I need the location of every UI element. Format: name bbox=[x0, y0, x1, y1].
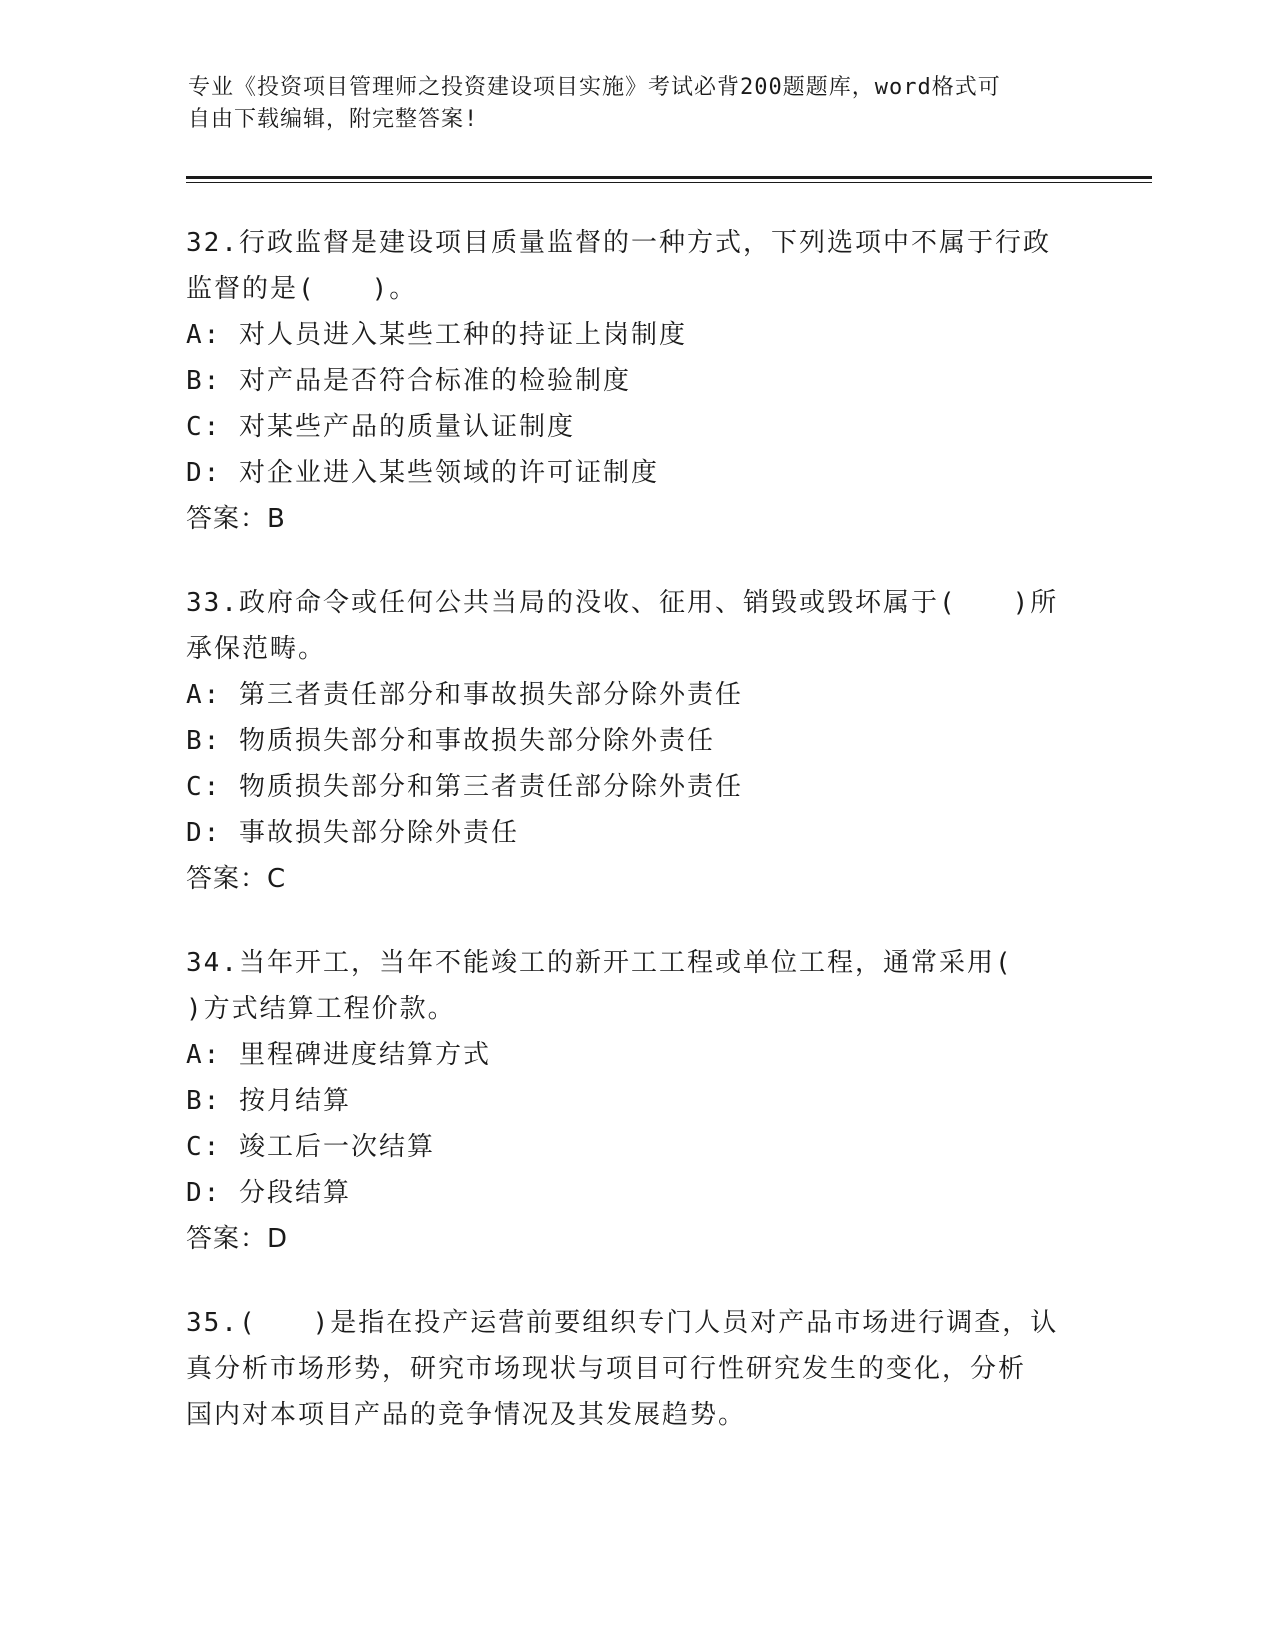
question-stem: 国内对本项目产品的竞争情况及其发展趋势。 bbox=[186, 1400, 747, 1430]
header-line-1: 专业《投资项目管理师之投资建设项目实施》考试必背200题题库，word格式可 bbox=[188, 75, 1001, 100]
question-stem: 33.政府命令或任何公共当局的没收、征用、销毁或毁坏属于( )所 bbox=[186, 588, 1059, 618]
question-35 bbox=[186, 1300, 1086, 1438]
option-c: C: 对某些产品的质量认证制度 bbox=[186, 412, 575, 442]
answer: 答案：B bbox=[186, 504, 286, 534]
header-divider-thick bbox=[186, 176, 1152, 179]
option-a: A: 第三者责任部分和事故损失部分除外责任 bbox=[186, 680, 743, 710]
document-header bbox=[188, 72, 1068, 136]
option-b: B: 对产品是否符合标准的检验制度 bbox=[186, 366, 631, 396]
header-divider-thin bbox=[186, 182, 1152, 183]
question-stem: 34.当年开工，当年不能竣工的新开工工程或单位工程，通常采用( bbox=[186, 948, 1013, 978]
option-d: D: 对企业进入某些领域的许可证制度 bbox=[186, 458, 659, 488]
header-line-2: 自由下载编辑，附完整答案! bbox=[188, 107, 479, 132]
question-stem: 32.行政监督是建设项目质量监督的一种方式，下列选项中不属于行政 bbox=[186, 228, 1051, 258]
question-stem: 承保范畴。 bbox=[186, 634, 327, 664]
question-stem: 35.( )是指在投产运营前要组织专门人员对产品市场进行调查，认 bbox=[186, 1308, 1059, 1338]
option-a: A: 对人员进入某些工种的持证上岗制度 bbox=[186, 320, 687, 350]
option-c: C: 物质损失部分和第三者责任部分除外责任 bbox=[186, 772, 743, 802]
answer: 答案：D bbox=[186, 1224, 289, 1254]
option-b: B: 按月结算 bbox=[186, 1086, 351, 1116]
question-34 bbox=[186, 940, 1086, 1262]
question-stem: )方式结算工程价款。 bbox=[186, 994, 456, 1024]
question-32 bbox=[186, 220, 1086, 542]
question-33 bbox=[186, 580, 1086, 902]
option-c: C: 竣工后一次结算 bbox=[186, 1132, 435, 1162]
question-stem: 真分析市场形势，研究市场现状与项目可行性研究发生的变化，分析 bbox=[186, 1354, 1027, 1384]
option-a: A: 里程碑进度结算方式 bbox=[186, 1040, 491, 1070]
option-d: D: 事故损失部分除外责任 bbox=[186, 818, 519, 848]
question-stem: 监督的是( )。 bbox=[186, 274, 418, 304]
answer: 答案：C bbox=[186, 864, 287, 894]
option-d: D: 分段结算 bbox=[186, 1178, 351, 1208]
option-b: B: 物质损失部分和事故损失部分除外责任 bbox=[186, 726, 715, 756]
